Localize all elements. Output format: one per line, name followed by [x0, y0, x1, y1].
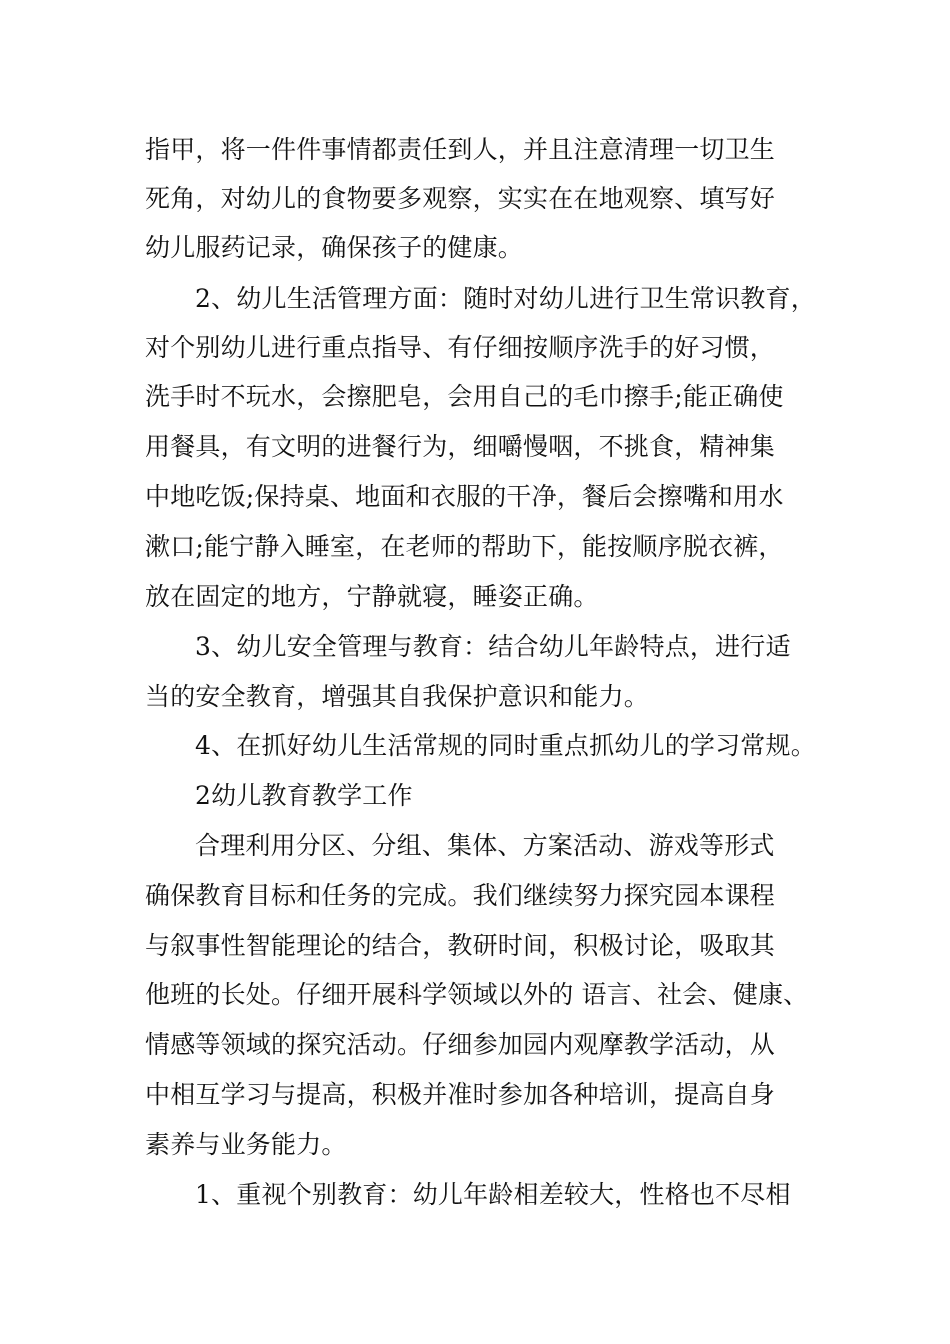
text-line: 幼儿服药记录，确保孩子的健康。 [145, 233, 524, 262]
paragraph-start-line: 1、重视个别教育：幼儿年龄相差较大，性格也不尽相 [195, 1180, 791, 1209]
text-line: 漱口;能宁静入睡室，在老师的帮助下，能按顺序脱衣裤， [145, 532, 784, 561]
text-line: 死角，对幼儿的食物要多观察，实实在在地观察、填写好 [145, 184, 776, 213]
text-line: 与叙事性智能理论的结合，教研时间，积极讨论，吸取其 [145, 931, 776, 960]
text-line: 用餐具，有文明的进餐行为，细嚼慢咽，不挑食，精神集 [145, 432, 776, 461]
paragraph-start-line: 合理利用分区、分组、集体、方案活动、游戏等形式 [195, 831, 775, 860]
paragraph-start-line: 3、幼儿安全管理与教育：结合幼儿年龄特点，进行适 [195, 632, 791, 661]
text-line: 中相互学习与提高，积极并准时参加各种培训，提高自身 [145, 1080, 776, 1109]
paragraph-start-line: 4、在抓好幼儿生活常规的同时重点抓幼儿的学习常规。 [195, 731, 816, 760]
paragraph-start-line: 2、幼儿生活管理方面：随时对幼儿进行卫生常识教育， [195, 284, 816, 313]
text-line: 他班的长处。仔细开展科学领域以外的 语言、社会、健康、 [145, 980, 809, 1009]
text-line: 洗手时不玩水，会擦肥皂，会用自己的毛巾擦手;能正确使 [145, 382, 784, 411]
text-line: 确保教育目标和任务的完成。我们继续努力探究园本课程 [145, 881, 776, 910]
text-line: 情感等领域的探究活动。仔细参加园内观摩教学活动，从 [145, 1030, 776, 1059]
text-line: 放在固定的地方，宁静就寝，睡姿正确。 [145, 582, 599, 611]
section-heading: 2幼儿教育教学工作 [195, 781, 413, 810]
text-line: 当的安全教育，增强其自我保护意识和能力。 [145, 682, 650, 711]
text-line: 指甲，将一件件事情都责任到人，并且注意清理一切卫生 [145, 135, 776, 164]
text-line: 中地吃饭;保持桌、地面和衣服的干净，餐后会擦嘴和用水 [145, 482, 784, 511]
text-line: 素养与业务能力。 [145, 1130, 347, 1159]
text-line: 对个别幼儿进行重点指导、有仔细按顺序洗手的好习惯， [145, 333, 776, 362]
